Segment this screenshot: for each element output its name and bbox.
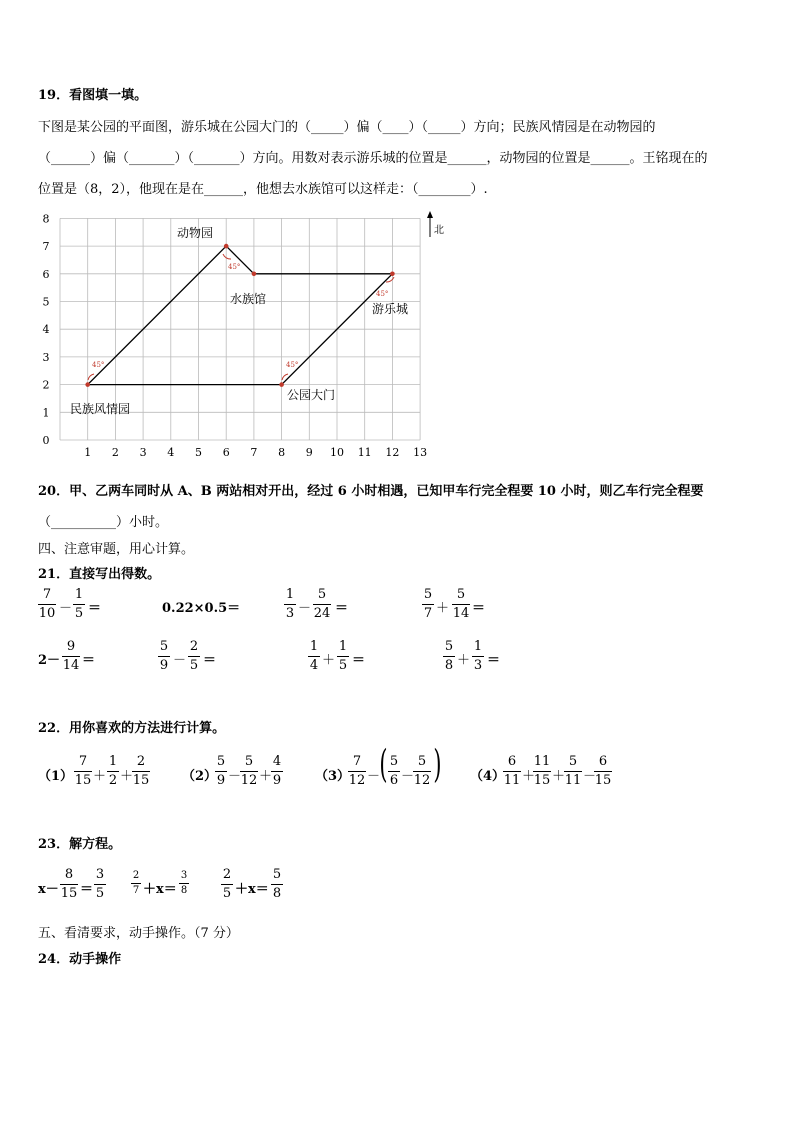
fraction: 1 3: [473, 639, 483, 673]
fraction: 5 9: [159, 639, 169, 673]
equals: ＝: [82, 653, 96, 668]
map-labels: [70, 225, 408, 416]
equals: ＝: [352, 653, 366, 668]
label-zoo: 动物园: [177, 226, 214, 240]
fraction: 7 15: [74, 754, 92, 788]
y-tick-label: 5: [42, 295, 50, 309]
operator: ＋: [436, 601, 450, 616]
q22-title: 22．用你喜欢的方法进行计算。: [38, 721, 226, 736]
equals: ＝: [472, 601, 486, 616]
fraction: 2 5: [222, 867, 232, 901]
x-tick-label: 9: [305, 446, 313, 459]
operator: ＋: [322, 653, 336, 668]
fraction: 1 3: [285, 587, 295, 621]
q19-text-line3: 位置是（8，2），他现在是在______，他想去水族馆可以这样走：（________）.: [38, 182, 488, 197]
fraction: 11 15: [533, 754, 551, 788]
equals: ＝: [335, 601, 349, 616]
map-point: [252, 272, 257, 277]
equals: ＝: [88, 601, 102, 616]
q24-title: 24．动手操作: [38, 952, 122, 967]
map-point: [279, 382, 284, 387]
fraction: 1 4: [309, 639, 319, 673]
x-tick-label: 10: [330, 446, 344, 459]
y-tick-label: 8: [42, 212, 50, 226]
section4-heading: 四、注意审题，用心计算。: [38, 542, 195, 557]
operator: ＋: [457, 653, 471, 668]
x-tick-label: 13: [413, 446, 428, 459]
operator: －: [298, 601, 312, 616]
fraction: 1 5: [74, 587, 84, 621]
fraction: 5 12: [413, 754, 431, 788]
operator: 2－: [38, 653, 61, 668]
operator: －: [173, 653, 187, 668]
x-tick-label: 7: [250, 446, 258, 459]
y-tick-label: 6: [42, 267, 50, 281]
x-tick-label: 3: [139, 446, 147, 459]
fraction: 3 5: [95, 867, 105, 901]
label-aquarium: 水族馆: [230, 292, 267, 306]
park-map: [30, 205, 460, 465]
fraction: 3 8: [180, 870, 188, 896]
operator: ＋: [522, 769, 536, 784]
right-paren: ): [433, 742, 442, 786]
fraction: 8 15: [60, 867, 78, 901]
x-tick-label: 11: [357, 446, 372, 459]
equation-middle: ＋x＝: [235, 882, 269, 897]
north-arrow: [427, 211, 444, 237]
fraction: 9 14: [62, 639, 80, 673]
x-tick-label: 2: [111, 446, 119, 459]
fraction: 5 11: [564, 754, 582, 788]
fraction: 6 11: [503, 754, 521, 788]
label-ethnic: 民族风情园: [70, 402, 131, 416]
map-point: [85, 382, 90, 387]
q21-title: 21．直接写出得数。: [38, 567, 161, 582]
angle-label: 45°: [92, 361, 105, 369]
angle-marks: [88, 254, 394, 380]
fraction: 4 9: [272, 754, 282, 788]
operator: ＋: [552, 769, 566, 784]
fraction: 1 2: [108, 754, 118, 788]
fraction: 7 12: [348, 754, 366, 788]
operator: －: [59, 601, 73, 616]
y-tick-label: 2: [42, 378, 50, 392]
north-label: 北: [434, 225, 444, 236]
x-tick-label: 1: [84, 446, 92, 459]
route-segment: [88, 246, 227, 385]
equals: ＝: [487, 653, 501, 668]
operator: ＋: [93, 769, 107, 784]
label-amusement: 游乐城: [372, 302, 409, 316]
x-tick-label: 12: [385, 446, 400, 459]
fraction: 5 24: [313, 587, 331, 621]
y-tick-label: 7: [42, 240, 50, 254]
operator: －: [228, 769, 242, 784]
item-label: （3）: [315, 769, 351, 784]
item-label: （2）: [182, 769, 218, 784]
y-tick-label: 3: [42, 350, 50, 364]
x-tick-label: 6: [222, 446, 230, 459]
fraction: 7 10: [38, 587, 56, 621]
angle-labels: [92, 263, 388, 369]
equals: ＝: [203, 653, 217, 668]
q19-text-line1: 下图是某公园的平面图，游乐城在公园大门的（_____）偏（____）（_____）方向；民族风情园是在动物园的: [38, 120, 656, 135]
angle-label: 45°: [286, 361, 299, 369]
y-tick-label: 4: [42, 323, 50, 337]
item-label: （4）: [470, 769, 506, 784]
fraction: 5 12: [240, 754, 258, 788]
label-gate: 公园大门: [287, 388, 336, 402]
q23-title: 23．解方程。: [38, 837, 122, 852]
operator: ＋: [259, 769, 273, 784]
y-tick-label: 0: [42, 434, 50, 447]
operator: －: [583, 769, 597, 784]
y-tick-label: 1: [42, 406, 50, 420]
x-tick-label: 8: [278, 446, 286, 459]
q20-text-line2: （__________）小时。: [38, 515, 169, 530]
left-paren: (: [379, 742, 388, 786]
equation-prefix: x－: [38, 882, 59, 897]
fraction: 2 15: [132, 754, 150, 788]
operator: ＋: [120, 769, 134, 784]
map-point: [390, 272, 395, 277]
fraction: 5 14: [452, 587, 470, 621]
fraction: 2 5: [189, 639, 199, 673]
fraction: 5 8: [444, 639, 454, 673]
map-point: [224, 244, 229, 249]
angle-label: 45°: [228, 263, 241, 271]
fraction: 5 6: [389, 754, 399, 788]
equals: ＝: [80, 882, 94, 897]
equation-middle: ＋x＝: [143, 882, 177, 897]
fraction: 1 5: [338, 639, 348, 673]
fraction: 2 7: [132, 870, 140, 896]
section5-heading: 五、看清要求，动手操作。（7 分）: [38, 926, 239, 941]
item-label: （1）: [38, 769, 74, 784]
operator: －: [401, 769, 415, 784]
decimal-expression: 0.22×0.5＝: [162, 601, 241, 616]
fraction: 6 15: [594, 754, 612, 788]
angle-label: 45°: [376, 290, 389, 298]
operator: －: [367, 769, 381, 784]
fraction: 5 8: [272, 867, 282, 901]
q19-title: 19．看图填一填。: [38, 88, 148, 103]
x-tick-label: 4: [167, 446, 175, 459]
x-tick-label: 5: [195, 446, 202, 459]
q19-text-line2: （______）偏（_______）（_______）方向。用数对表示游乐城的位置是______，动物园的位置是______。王铭现在的: [38, 151, 708, 166]
map-ticks: [43, 212, 428, 459]
fraction: 5 7: [423, 587, 433, 621]
fraction: 5 9: [216, 754, 226, 788]
q20-text-line1: 20．甲、乙两车同时从 A、B 两站相对开出，经过 6 小时相遇，已知甲车行完全程要 10 小时，则乙车行完全程要: [38, 484, 704, 499]
